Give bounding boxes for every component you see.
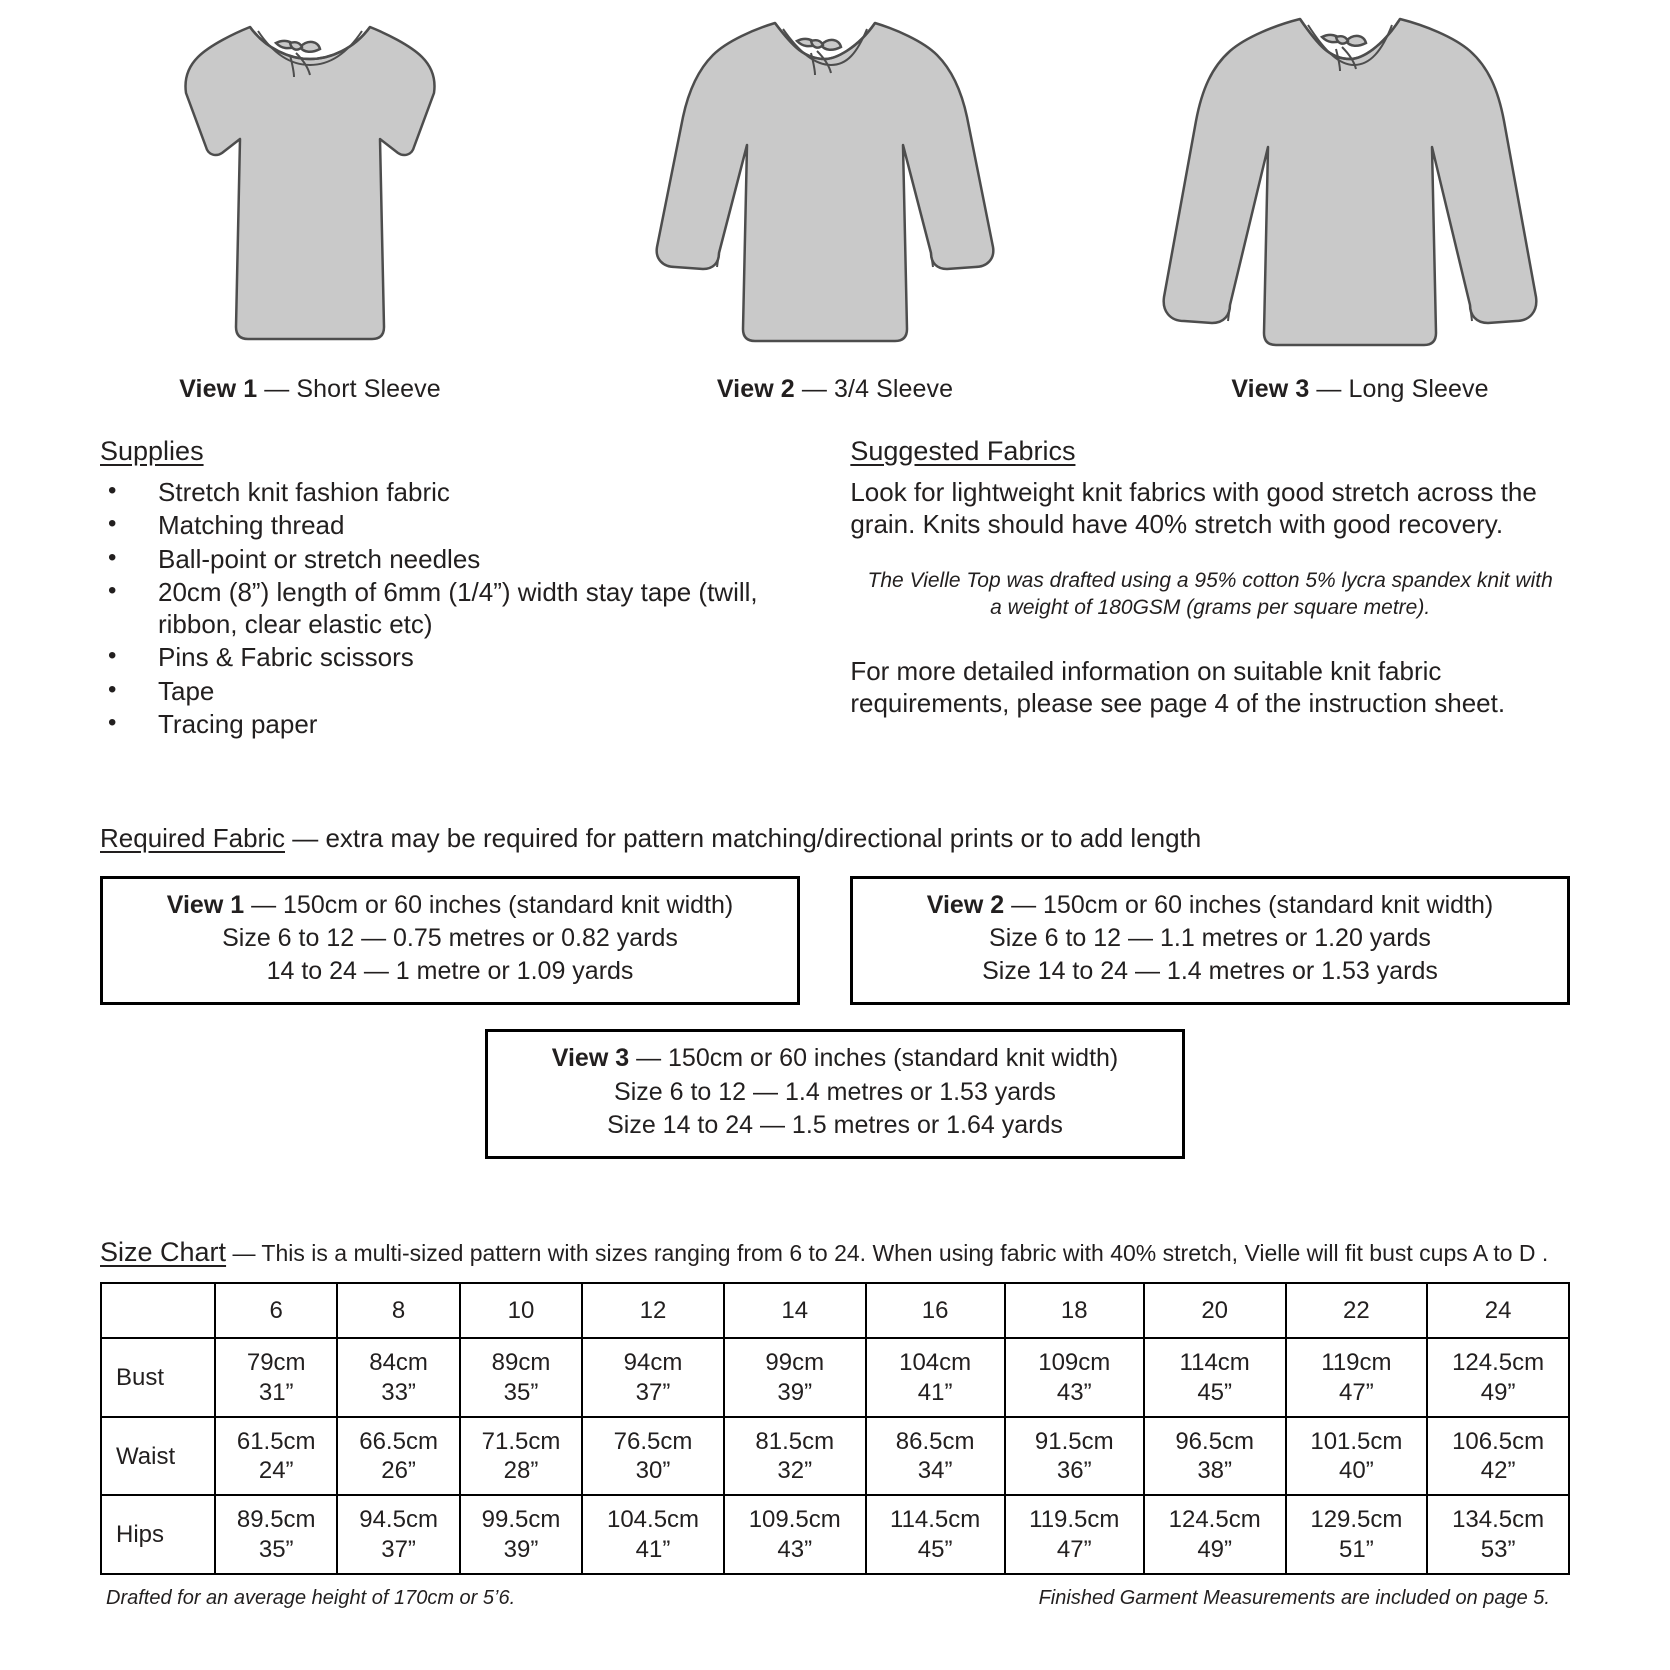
cell-inch: 31”: [258, 1378, 294, 1406]
cell-cm: 119.5cm: [1029, 1506, 1120, 1534]
table-cell: [724, 1495, 866, 1574]
fabric-box-line-3a: Size 6 to 12 — 1.4 metres or 1.53 yards: [614, 1077, 1056, 1106]
size-chart-footnotes: [100, 1587, 1570, 1610]
table-cell: [866, 1417, 1005, 1496]
cell-cm: 124.5cm: [1452, 1349, 1545, 1377]
required-fabric-title: Required Fabric: [100, 822, 285, 853]
view-desc-1: Short Sleeve: [296, 375, 441, 403]
view-caption-3: [1150, 375, 1570, 404]
fabric-box-title-1: [121, 889, 779, 922]
cell-cm: 119cm: [1321, 1349, 1392, 1377]
fabric-box-width-2: — 150cm or 60 inches (standard knit width): [1011, 890, 1494, 919]
size-chart-subtitle: — This is a multi-sized pattern with sizes ranging from 6 to 24. When using fabric with 40% stretch, Vielle will fit bust cups A to D .: [232, 1240, 1549, 1267]
cell-cm: 134.5cm: [1452, 1506, 1545, 1534]
cell-cm: 106.5cm: [1452, 1427, 1545, 1455]
list-item: • Ball-point or stretch needles: [100, 544, 810, 575]
cell-cm: 89.5cm: [236, 1506, 316, 1534]
cell-cm: 124.5cm: [1168, 1506, 1261, 1534]
cell-inch: 41”: [917, 1378, 953, 1406]
cell-cm: 76.5cm: [613, 1427, 693, 1455]
cell-inch: 51”: [1339, 1535, 1374, 1563]
fabrics-paragraph-2: For more detailed information on suitable knit fabric requirements, please see page 4 of the instruction sheet.: [850, 655, 1506, 718]
fabric-box-view-3: [485, 1029, 1185, 1159]
supplies-list: [100, 477, 810, 741]
table-row: [101, 1495, 1569, 1574]
table-cell: [1144, 1495, 1286, 1574]
fabric-box-line-2a: Size 6 to 12 — 1.1 metres or 1.20 yards: [989, 923, 1431, 952]
list-item: • Stretch knit fashion fabric: [100, 477, 810, 508]
cell-inch: 30”: [635, 1457, 671, 1485]
cell-cm: 104cm: [899, 1349, 972, 1377]
cell-cm: 109.5cm: [748, 1506, 841, 1534]
cell-inch: 39”: [777, 1378, 813, 1406]
table-cell: [866, 1338, 1005, 1417]
cell-inch: 37”: [635, 1378, 671, 1406]
column-header: 8: [337, 1283, 459, 1338]
table-cell: [337, 1417, 459, 1496]
cell-inch: 40”: [1339, 1457, 1374, 1485]
table-row: [101, 1417, 1569, 1496]
cell-inch: 39”: [503, 1535, 539, 1563]
size-chart-table: [100, 1282, 1570, 1575]
row-label-hips: Hips: [101, 1495, 215, 1574]
view-caption-1: [100, 375, 520, 404]
fabric-box-title-3: [506, 1042, 1164, 1075]
cell-cm: 89cm: [491, 1349, 551, 1377]
fabric-box-view-label-3: View 3: [551, 1044, 630, 1073]
list-item: • Tape: [100, 676, 810, 707]
cell-inch: 33”: [381, 1378, 416, 1406]
cell-inch: 35”: [503, 1378, 539, 1406]
cell-inch: 35”: [258, 1535, 294, 1563]
three-quarter-sleeve-top-illustration: [625, 0, 1045, 367]
cell-cm: 91.5cm: [1034, 1427, 1114, 1455]
table-cell: [215, 1417, 337, 1496]
cell-cm: 71.5cm: [481, 1427, 561, 1455]
required-fabric-subtitle: — extra may be required for pattern matching/directional prints or to add length: [292, 822, 1202, 853]
fabric-box-view-2: [850, 876, 1570, 1006]
cell-inch: 53”: [1480, 1535, 1516, 1563]
cell-cm: 94cm: [623, 1349, 683, 1377]
fabrics-heading: Suggested Fabrics: [850, 436, 1076, 466]
column-header: 16: [866, 1283, 1005, 1338]
cell-inch: 26”: [381, 1457, 416, 1485]
cell-inch: 43”: [777, 1535, 813, 1563]
table-corner-cell: [101, 1283, 215, 1338]
table-cell: [337, 1495, 459, 1574]
table-cell: [1427, 1495, 1569, 1574]
size-chart-title: Size Chart: [100, 1237, 227, 1268]
cell-cm: 94.5cm: [359, 1506, 438, 1534]
cell-inch: 34”: [917, 1457, 953, 1485]
cell-cm: 114.5cm: [890, 1506, 981, 1534]
cell-inch: 28”: [503, 1457, 539, 1485]
row-label-waist: Waist: [101, 1417, 215, 1496]
views-row: [100, 0, 1570, 404]
list-item: • Tracing paper: [100, 709, 810, 740]
table-cell: [582, 1495, 724, 1574]
cell-cm: 66.5cm: [359, 1427, 438, 1455]
cell-cm: 99.5cm: [481, 1506, 561, 1534]
table-cell: [215, 1495, 337, 1574]
cell-inch: 47”: [1339, 1378, 1374, 1406]
column-header: 6: [215, 1283, 337, 1338]
column-header: 20: [1144, 1283, 1286, 1338]
cell-cm: 84cm: [369, 1349, 428, 1377]
view-name-3: View 3: [1231, 375, 1310, 403]
cell-cm: 104.5cm: [606, 1506, 700, 1534]
column-header: 24: [1427, 1283, 1569, 1338]
column-header: 14: [724, 1283, 866, 1338]
column-header: 22: [1286, 1283, 1428, 1338]
cell-cm: 129.5cm: [1310, 1506, 1403, 1534]
table-row: [101, 1338, 1569, 1417]
supplies-section: [100, 436, 810, 743]
supplies-heading: Supplies: [100, 436, 204, 466]
list-item: • Matching thread: [100, 510, 810, 541]
fabric-box-line-2b: Size 14 to 24 — 1.4 metres or 1.53 yards: [982, 957, 1438, 986]
fabric-box-width-1: — 150cm or 60 inches (standard knit width): [251, 890, 734, 919]
cell-cm: 81.5cm: [755, 1427, 835, 1455]
info-columns: [100, 436, 1570, 743]
table-cell: [1427, 1338, 1569, 1417]
list-item: • Pins & Fabric scissors: [100, 642, 810, 673]
table-cell: [1427, 1417, 1569, 1496]
view-block-3: [1150, 0, 1570, 404]
view-caption-2: [625, 375, 1045, 404]
fabric-box-view-1: [100, 876, 800, 1006]
table-cell: [460, 1417, 582, 1496]
fabric-box-line-1b: 14 to 24 — 1 metre or 1.09 yards: [266, 957, 634, 986]
table-cell: [582, 1417, 724, 1496]
row-label-bust: Bust: [101, 1338, 215, 1417]
cell-inch: 47”: [1056, 1535, 1092, 1563]
short-sleeve-top-illustration: [100, 0, 520, 367]
table-cell: [724, 1417, 866, 1496]
required-fabric-heading: [100, 823, 1570, 854]
fabric-box-width-3: — 150cm or 60 inches (standard knit width): [636, 1044, 1119, 1073]
view-name-1: View 1: [179, 375, 258, 403]
table-header-row: [101, 1283, 1569, 1338]
footnote-right: Finished Garment Measurements are included on page 5.: [1038, 1586, 1550, 1609]
size-chart-heading: [100, 1237, 1570, 1268]
cell-cm: 61.5cm: [236, 1427, 316, 1455]
cell-cm: 99cm: [765, 1349, 825, 1377]
cell-inch: 42”: [1480, 1457, 1516, 1485]
table-cell: [866, 1495, 1005, 1574]
fabric-box-line-3b: Size 14 to 24 — 1.5 metres or 1.64 yards: [607, 1110, 1063, 1139]
cell-cm: 79cm: [246, 1349, 306, 1377]
cell-cm: 114cm: [1179, 1349, 1250, 1377]
view-block-2: [625, 0, 1045, 404]
cell-inch: 45”: [1197, 1378, 1233, 1406]
view-block-1: [100, 0, 520, 404]
fabric-box-title-2: [871, 889, 1549, 922]
fabric-box-line-1a: Size 6 to 12 — 0.75 metres or 0.82 yards: [222, 923, 678, 952]
view-name-2: View 2: [716, 375, 795, 403]
cell-inch: 36”: [1056, 1457, 1092, 1485]
table-cell: [724, 1338, 866, 1417]
table-cell: [1286, 1495, 1428, 1574]
table-cell: [582, 1338, 724, 1417]
fabrics-note: The Vielle Top was drafted using a 95% cotton 5% lycra spandex knit with a weight of 180GSM (grams per square metre).: [867, 568, 1553, 620]
cell-inch: 38”: [1197, 1457, 1233, 1485]
cell-cm: 96.5cm: [1175, 1427, 1255, 1455]
table-cell: [1286, 1417, 1428, 1496]
cell-inch: 41”: [635, 1535, 671, 1563]
suggested-fabrics-section: [850, 436, 1570, 743]
cell-inch: 43”: [1056, 1378, 1092, 1406]
cell-inch: 32”: [777, 1457, 813, 1485]
cell-inch: 37”: [381, 1535, 416, 1563]
column-header: 10: [460, 1283, 582, 1338]
table-cell: [1005, 1338, 1144, 1417]
cell-inch: 24”: [258, 1457, 294, 1485]
table-cell: [1144, 1338, 1286, 1417]
list-item: • 20cm (8”) length of 6mm (1/4”) width stay tape (twill, ribbon, clear elastic etc): [100, 577, 810, 640]
view-dash-1: —: [264, 375, 290, 403]
fabric-box-view-label-1: View 1: [166, 890, 245, 919]
column-header: 18: [1005, 1283, 1144, 1338]
view-desc-2: 3/4 Sleeve: [834, 375, 954, 403]
table-cell: [1005, 1417, 1144, 1496]
cell-cm: 86.5cm: [895, 1427, 975, 1455]
cell-inch: 45”: [917, 1535, 953, 1563]
fabric-box-view-label-2: View 2: [926, 890, 1005, 919]
table-cell: [1144, 1417, 1286, 1496]
view-dash-3: —: [1316, 375, 1342, 403]
column-header: 12: [582, 1283, 724, 1338]
long-sleeve-top-illustration: [1150, 0, 1570, 367]
fabric-requirement-boxes: [100, 876, 1570, 1006]
table-cell: [215, 1338, 337, 1417]
cell-cm: 101.5cm: [1310, 1427, 1403, 1455]
cell-inch: 49”: [1480, 1378, 1516, 1406]
table-cell: [460, 1338, 582, 1417]
table-cell: [337, 1338, 459, 1417]
view-dash-2: —: [801, 375, 827, 403]
table-cell: [1286, 1338, 1428, 1417]
footnote-left: Drafted for an average height of 170cm or 5’6.: [106, 1586, 516, 1609]
view-desc-3: Long Sleeve: [1348, 375, 1489, 403]
cell-inch: 49”: [1197, 1535, 1233, 1563]
cell-cm: 109cm: [1038, 1349, 1111, 1377]
fabrics-paragraph-1: Look for lightweight knit fabrics with good stretch across the grain. Knits should have 40% stretch with good recovery.: [850, 477, 1537, 539]
table-cell: [460, 1495, 582, 1574]
table-cell: [1005, 1495, 1144, 1574]
